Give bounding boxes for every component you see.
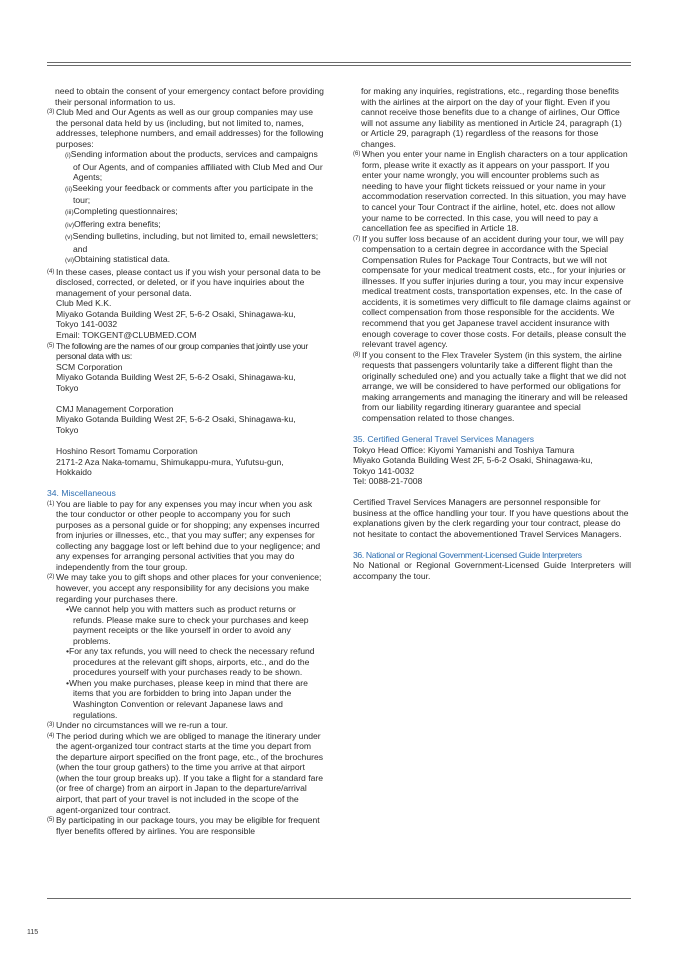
continued-paragraph: for making any inquiries, registrations, etc., regarding those benefits with the airlines at the airport on the day of your flight. Even if you cannot receive those benefits due to a change of airlines, Our Office will not assume any liability as mentioned in Article 24, paragraph (1) or Article 29, paragraph (1) regardless of the reasons for those changes. xyxy=(361,86,622,149)
section-heading: 35. Certified General Travel Services Managers xyxy=(353,434,535,444)
company-address: Tokyo xyxy=(56,424,79,435)
item-number: (5) xyxy=(47,817,55,824)
list-item xyxy=(47,815,325,836)
company-address: Hokkaido xyxy=(56,467,92,478)
sub-item: (vi)Obtaining statistical data. xyxy=(65,254,171,265)
managers-paragraph: Certified Travel Services Managers are personnel responsible for business at the office handling your tour. If you have questions about the explanations given by the clerk regarding your tour contract, please do not hesitate to contact the abovementioned Travel Services Managers. xyxy=(353,497,629,539)
item-text: We may take you to gift shops and other places for your convenience; however, you accept any responsibility for any decisions you make regarding your purchases there. xyxy=(56,572,322,604)
sub-item: (i)Sending information about the products, services and campaigns of Our Agents, and of companies affiliated with Club Med and Our Agents; xyxy=(65,149,323,183)
list-item-4 xyxy=(47,267,325,341)
list-item xyxy=(47,731,325,815)
section-heading: 34. Miscellaneous xyxy=(47,488,116,499)
list-item-5 xyxy=(47,341,325,478)
list-item-3 xyxy=(47,107,325,267)
item-number: (2) xyxy=(47,574,55,581)
list-item xyxy=(47,720,325,731)
item-text: If you suffer loss because of an accident during your tour, we will pay compensation to a certain degree in accordance with the Special Compensation Rules for Package Tour Contracts, but we will not compensate for your medical treatment costs, etc., for your injuries or illnesses. If you suffer injuries during a tour, you may incur expensive medical treatment costs, transportation expenses, etc. In the case of accidents, it is sometimes very difficult to file damage claims against or collect compensation from those responsible for the accidents. We recommend that you get Japanese travel accident insurance with enough coverage to cover those costs. For details, please consult the relevant travel agency. xyxy=(362,233,631,350)
section-heading: 36. National or Regional Government-Licensed Guide Interpreters xyxy=(353,549,582,560)
list-item xyxy=(47,499,325,573)
item-text: If you consent to the Flex Traveler System (in this system, the airline requests that passengers voluntarily take a different flight than the originally scheduled one) and you actually take a flight that we did not arrange, we will be considered to have performed our obligations for making arrangements and managing the itinerary and will be released from our liability regarding itinerary guarantee and special compensation related to those changes. xyxy=(362,349,628,423)
item-number: (7) xyxy=(353,235,361,242)
sub-item: (v)Sending bulletins, including, but not limited to, email newsletters; and xyxy=(65,231,319,254)
item-text: By participating in our package tours, you may be eligible for frequent flyer benefits offered by airlines. You are responsible xyxy=(56,815,320,836)
list-item-6 xyxy=(353,149,631,233)
company-address: 2171-2 Aza Naka-tomamu, Shimukappu-mura, Yufutsu-gun, xyxy=(56,456,284,467)
item-text: The following are the names of our group companies that jointly use your personal data with us: xyxy=(56,340,308,362)
item-number: (3) xyxy=(47,109,55,116)
company-address: Tokyo xyxy=(56,382,79,393)
sub-item: (ii)Seeking your feedback or comments after you participate in the tour; xyxy=(65,182,313,206)
bullet-item: •We cannot help you with matters such as product returns or refunds. Please make sure to check your purchases and keep payment receipts or the like yourself in order to avoid any problems. xyxy=(66,604,309,646)
item-number: (8) xyxy=(353,351,361,358)
item-text: Under no circumstances will we re-run a tour. xyxy=(56,720,228,731)
bullet-item: •For any tax refunds, you will need to check the necessary refund procedures at the relevant gift shops, airports, etc., and do the procedures yourself with your purchases ready to be shown. xyxy=(66,646,315,678)
item-number: (4) xyxy=(47,268,55,275)
company-name: Club Med K.K. xyxy=(56,298,112,309)
item-number: (6) xyxy=(353,151,361,158)
bullet-item: •When you make purchases, please keep in mind that there are items that you are forbidden to bring into Japan under the Washington Convention or relevant Japanese laws and regulations. xyxy=(66,677,308,720)
guide-paragraph: No National or Regional Government-Licensed Guide Interpreters will accompany the tour. xyxy=(353,560,631,582)
office-address: Miyako Gotanda Building West 2F, 5-6-2 Osaki, Shinagawa-ku, xyxy=(353,455,593,466)
item-number: (4) xyxy=(47,732,55,739)
list-item-7 xyxy=(353,234,631,350)
item-text: Club Med and Our Agents as well as our group companies may use the personal data held by us (including, but not limited to, names, addresses, telephone numbers, and email addresses) for the following purposes: xyxy=(56,107,324,149)
company-name: SCM Corporation xyxy=(56,361,123,372)
item-text: You are liable to pay for any expenses you may incur when you ask the tour conductor or other people to accompany you for such purposes as a personal guide or for shopping; any expenses incurred from injuries or illnesses, etc., that you may suffer; any expenses for collecting any baggage lost or left behind due to your negligence; and any expenses for arranging personal activities that you may do independently from the tour group. xyxy=(56,498,321,572)
bottom-rule xyxy=(47,898,631,899)
company-name: Hoshino Resort Tomamu Corporation xyxy=(56,445,198,456)
office-managers: Tokyo Head Office: Kiyomi Yamanishi and Toshiya Tamura xyxy=(353,444,575,455)
list-item-8 xyxy=(353,350,631,424)
company-address: Tokyo 141-0032 xyxy=(56,319,118,330)
item-text: When you enter your name in English characters on a tour application form, please write it exactly as it appears on your passport. If you enter your name wrongly, you will encounter problems such as needing to have your flight tickets reissued or your name in your accommodation reservation corrected. In this situation, you may have to cancel your Tour Contract if the airline, hotel, etc. does not allow your name to be corrected. In this case, you will need to pay a cancellation fee as specified in Article 18. xyxy=(362,149,628,234)
contact-email: Email: TOKGENT@CLUBMED.COM xyxy=(56,330,197,341)
page-number: 115 xyxy=(27,929,39,936)
company-address: Miyako Gotanda Building West 2F, 5-6-2 Osaki, Shinagawa-ku, xyxy=(56,414,296,425)
right-column xyxy=(353,86,631,582)
office-telephone: Tel: 0088-21-7008 xyxy=(353,476,423,487)
sub-item: (iii)Completing questionnaires; xyxy=(65,206,178,217)
list-item xyxy=(47,572,325,720)
continued-paragraph: need to obtain the consent of your emergency contact before providing their personal information to us. xyxy=(55,86,324,107)
top-rule xyxy=(47,62,631,63)
item-number: (5) xyxy=(47,342,55,349)
office-address: Tokyo 141-0032 xyxy=(353,465,415,476)
item-text: The period during which we are obliged to manage the itinerary under the agent-organized tour contract starts at the time you depart from the departure airport specified on the front page, etc., of the brochures (when the tour group gathers) to the time you arrive at that airport (when the tour group breaks up). If you take a flight for a standard fare (or free of charge) from an airport in Japan to the departure/arrival airport, that part of your travel is not included in the scope of the agent-organized tour contract. xyxy=(56,730,324,815)
top-rule-inner xyxy=(47,65,631,66)
item-number: (3) xyxy=(47,722,55,729)
sub-item: (iv)Offering extra benefits; xyxy=(65,218,161,229)
company-address: Miyako Gotanda Building West 2F, 5-6-2 Osaki, Shinagawa-ku, xyxy=(56,372,296,383)
item-number: (1) xyxy=(47,500,55,507)
item-text: In these cases, please contact us if you wish your personal data to be disclosed, corrected, or deleted, or if you have inquiries about the management of your personal data. xyxy=(56,266,321,298)
left-column xyxy=(47,86,325,836)
company-name: CMJ Management Corporation xyxy=(56,403,174,414)
company-address: Miyako Gotanda Building West 2F, 5-6-2 Osaki, Shinagawa-ku, xyxy=(56,308,296,319)
